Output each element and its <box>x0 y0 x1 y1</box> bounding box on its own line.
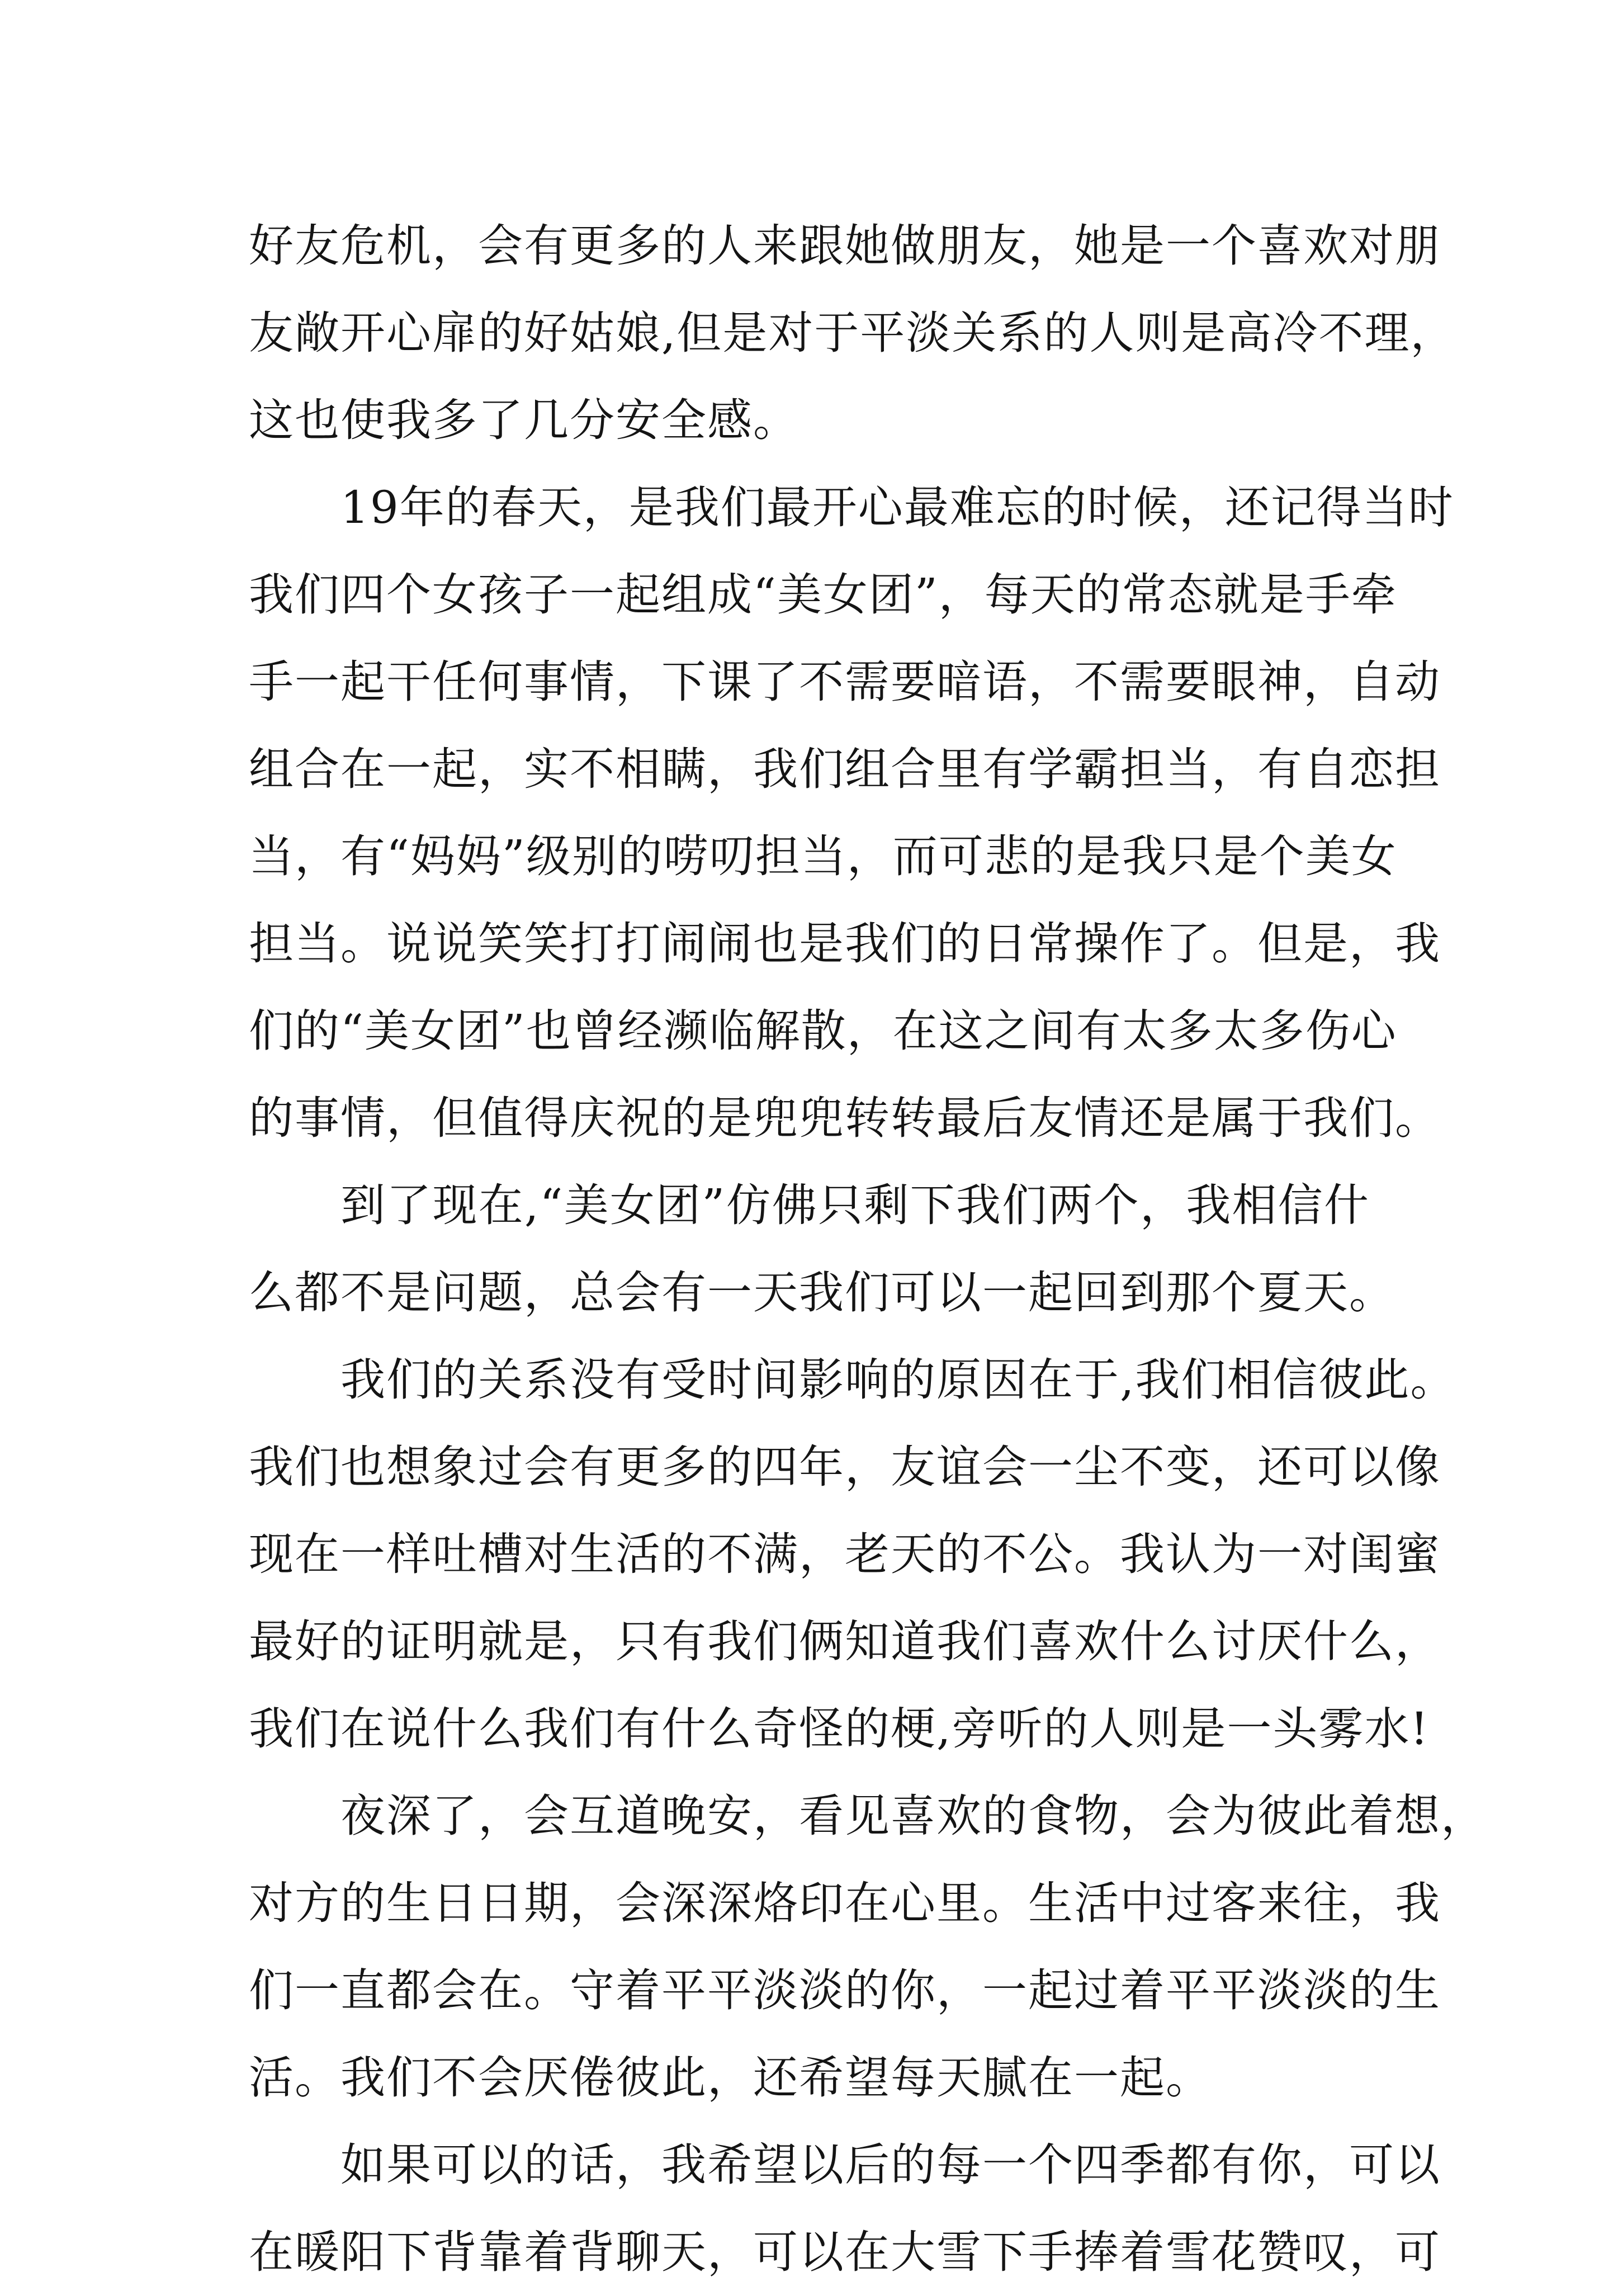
body-text <box>249 202 1487 2296</box>
text-line: 这也使我多了几分安全感。 <box>249 394 799 446</box>
paragraph-first-line: 如果可以的话，我希望以后的每一个四季都有你，可以 <box>340 2139 1441 2191</box>
text-line: 在暖阳下背靠着背聊天，可以在大雪下手捧着雪花赞叹，可 <box>249 2226 1441 2278</box>
text-line: 友敞开心扉的好姑娘,但是对于平淡关系的人则是高冷不理， <box>249 307 1456 359</box>
text-line: 活。我们不会厌倦彼此，还希望每天腻在一起。 <box>249 2052 1212 2104</box>
paragraph-first-line: 19年的春天，是我们最开心最难忘的时候，还记得当时 <box>340 481 1454 533</box>
text-line: 最好的证明就是，只有我们俩知道我们喜欢什么讨厌什么， <box>249 1615 1441 1667</box>
paragraph-first-line: 我们的关系没有受时间影响的原因在于,我们相信彼此。 <box>340 1354 1456 1406</box>
text-line: 担当。说说笑笑打打闹闹也是我们的日常操作了。但是，我 <box>249 918 1441 970</box>
text-line: 么都不是问题，总会有一天我们可以一起回到那个夏天。 <box>249 1267 1395 1319</box>
text-line: 好友危机，会有更多的人来跟她做朋友，她是一个喜欢对朋 <box>249 220 1441 272</box>
text-line: 们的“美女团”也曾经濒临解散，在这之间有太多太多伤心 <box>249 1005 1397 1057</box>
text-line: 现在一样吐槽对生活的不满，老天的不公。我认为一对闺蜜 <box>249 1528 1441 1580</box>
text-line: 我们四个女孩子一起组成“美女团”，每天的常态就是手牵 <box>249 569 1397 621</box>
paragraph-first-line: 到了现在,“美女团”仿佛只剩下我们两个，我相信什 <box>340 1179 1370 1231</box>
text-line: 我们在说什么我们有什么奇怪的梗,旁听的人则是一头雾水! <box>249 1703 1430 1755</box>
text-line: 手一起干任何事情，下课了不需要暗语，不需要眼神，自动 <box>249 656 1441 708</box>
text-line: 们一直都会在。守着平平淡淡的你，一起过着平平淡淡的生 <box>249 1964 1441 2016</box>
text-line: 当，有“妈妈”级别的唠叨担当，而可悲的是我只是个美女 <box>249 830 1397 882</box>
text-line: 的事情，但值得庆祝的是兜兜转转最后友情还是属于我们。 <box>249 1092 1441 1144</box>
text-line: 对方的生日日期，会深深烙印在心里。生活中过客来往，我 <box>249 1877 1441 1929</box>
text-line: 组合在一起，实不相瞒，我们组合里有学霸担当，有自恋担 <box>249 743 1441 795</box>
text-line: 我们也想象过会有更多的四年，友谊会一尘不变，还可以像 <box>249 1441 1441 1493</box>
paragraph-first-line: 夜深了，会互道晚安，看见喜欢的食物，会为彼此着想， <box>340 1790 1487 1842</box>
